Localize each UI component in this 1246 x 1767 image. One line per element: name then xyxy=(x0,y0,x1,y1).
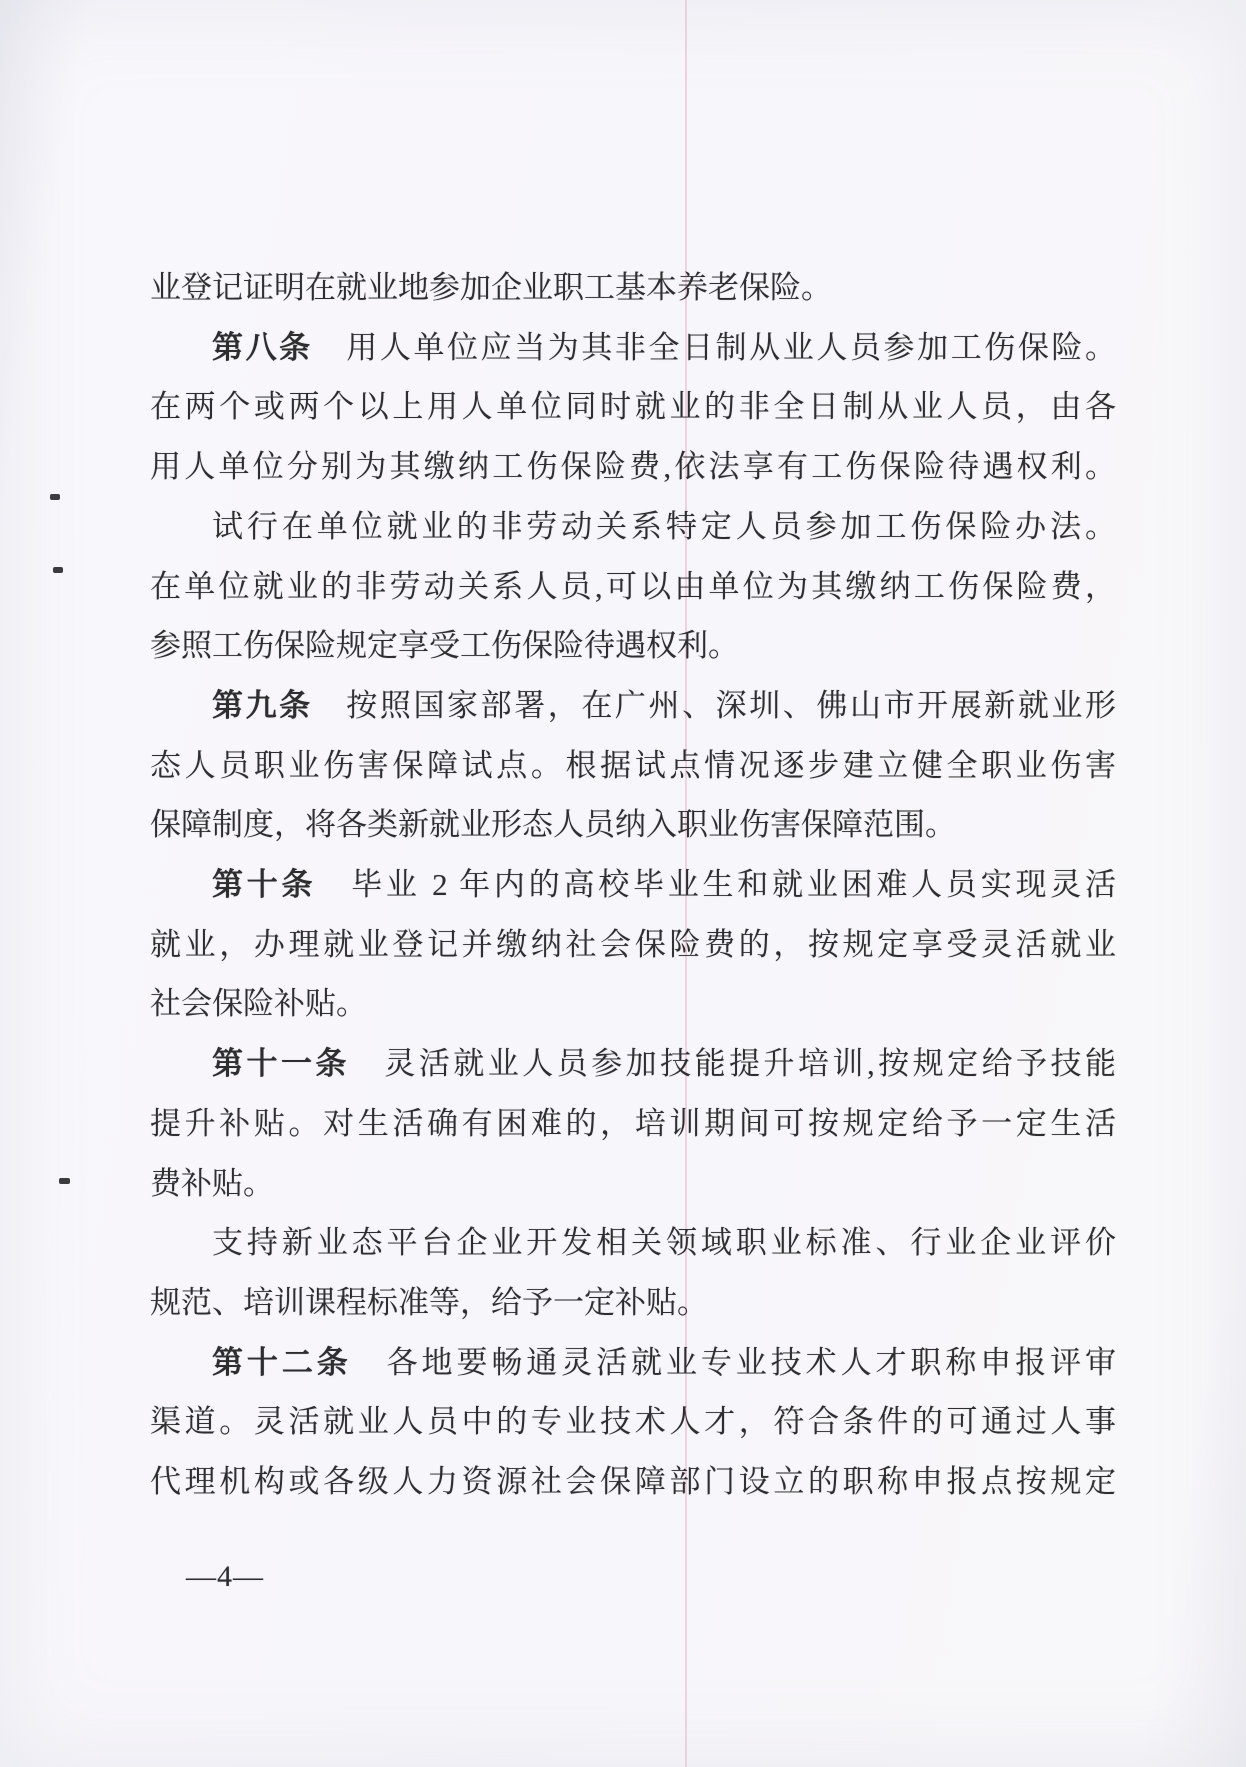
article-number: 第九条 xyxy=(212,687,313,723)
text-line xyxy=(150,974,1116,1034)
text-run: 提升补贴。对生活确有困难的，培训期间可按规定给予一定生活 xyxy=(150,1105,1116,1141)
text-line xyxy=(150,676,1116,736)
text-run: 业登记证明在就业地参加企业职工基本养老保险。 xyxy=(150,270,832,305)
text-line xyxy=(150,736,1116,796)
text-run: 支持新业态平台企业开发相关领域职业标准、行业企业评价 xyxy=(212,1225,1116,1261)
scan-speck xyxy=(53,567,63,573)
text-line xyxy=(150,258,1116,318)
text-line xyxy=(150,1452,1116,1512)
scan-speck xyxy=(59,1178,70,1184)
text-line xyxy=(150,377,1116,437)
article-number: 第十一条 xyxy=(212,1046,350,1082)
text-line xyxy=(150,318,1116,378)
text-run: 社会保险补贴。 xyxy=(150,986,367,1022)
text-line xyxy=(150,915,1116,975)
text-line xyxy=(150,1154,1116,1214)
text-run: 规范、培训课程标准等，给予一定补贴。 xyxy=(150,1284,708,1320)
text-run: 就业，办理就业登记并缴纳社会保险费的，按规定享受灵活就业 xyxy=(150,926,1116,962)
text-run: 保障制度，将各类新就业形态人员纳入职业伤害保障范围。 xyxy=(150,807,956,843)
text-line xyxy=(150,795,1116,855)
text-run: 试行在单位就业的非劳动关系特定人员参加工伤保险办法。 xyxy=(212,508,1116,544)
scan-speck xyxy=(50,494,60,500)
text-run: 费补贴。 xyxy=(150,1165,274,1201)
text-line xyxy=(150,1094,1116,1154)
text-run: 各地要畅通灵活就业专业技术人才职称申报评审 xyxy=(351,1344,1117,1380)
text-run: 参照工伤保险规定享受工伤保险待遇权利。 xyxy=(150,628,739,664)
text-line xyxy=(150,557,1116,617)
page-number: —4— xyxy=(186,1560,264,1593)
text-line xyxy=(150,1392,1116,1452)
text-line xyxy=(150,1213,1116,1273)
document-body xyxy=(150,258,1116,1512)
text-run: 用人单位应当为其非全日制从业人员参加工伤保险。 xyxy=(312,329,1117,365)
text-run: 渠道。灵活就业人员中的专业技术人才，符合条件的可通过人事 xyxy=(150,1404,1116,1440)
text-line xyxy=(150,855,1116,915)
text-line xyxy=(150,497,1116,557)
text-run: 代理机构或各级人力资源社会保障部门设立的职称申报点按规定 xyxy=(150,1464,1116,1500)
text-run: 态人员职业伤害保障试点。根据试点情况逐步建立健全职业伤害 xyxy=(150,747,1116,783)
text-run: 灵活就业人员参加技能提升培训,按规定给予技能 xyxy=(349,1046,1117,1082)
article-number: 第十二条 xyxy=(212,1344,352,1380)
article-number: 第十条 xyxy=(212,867,317,903)
text-line xyxy=(150,616,1116,676)
text-run: 用人单位分别为其缴纳工伤保险费,依法享有工伤保险待遇权利。 xyxy=(150,449,1116,485)
text-line xyxy=(150,1273,1116,1333)
text-line xyxy=(150,437,1116,497)
text-run: 在单位就业的非劳动关系人员,可以由单位为其缴纳工伤保险费， xyxy=(150,568,1116,604)
article-number: 第八条 xyxy=(212,329,313,365)
text-run: 按照国家部署，在广州、深圳、佛山市开展新就业形 xyxy=(312,687,1117,723)
text-run: 毕业 2 年内的高校毕业生和就业困难人员实现灵活 xyxy=(316,867,1117,903)
text-line xyxy=(150,1034,1116,1094)
text-line xyxy=(150,1333,1116,1393)
text-run: 在两个或两个以上用人单位同时就业的非全日制从业人员，由各 xyxy=(150,389,1116,425)
